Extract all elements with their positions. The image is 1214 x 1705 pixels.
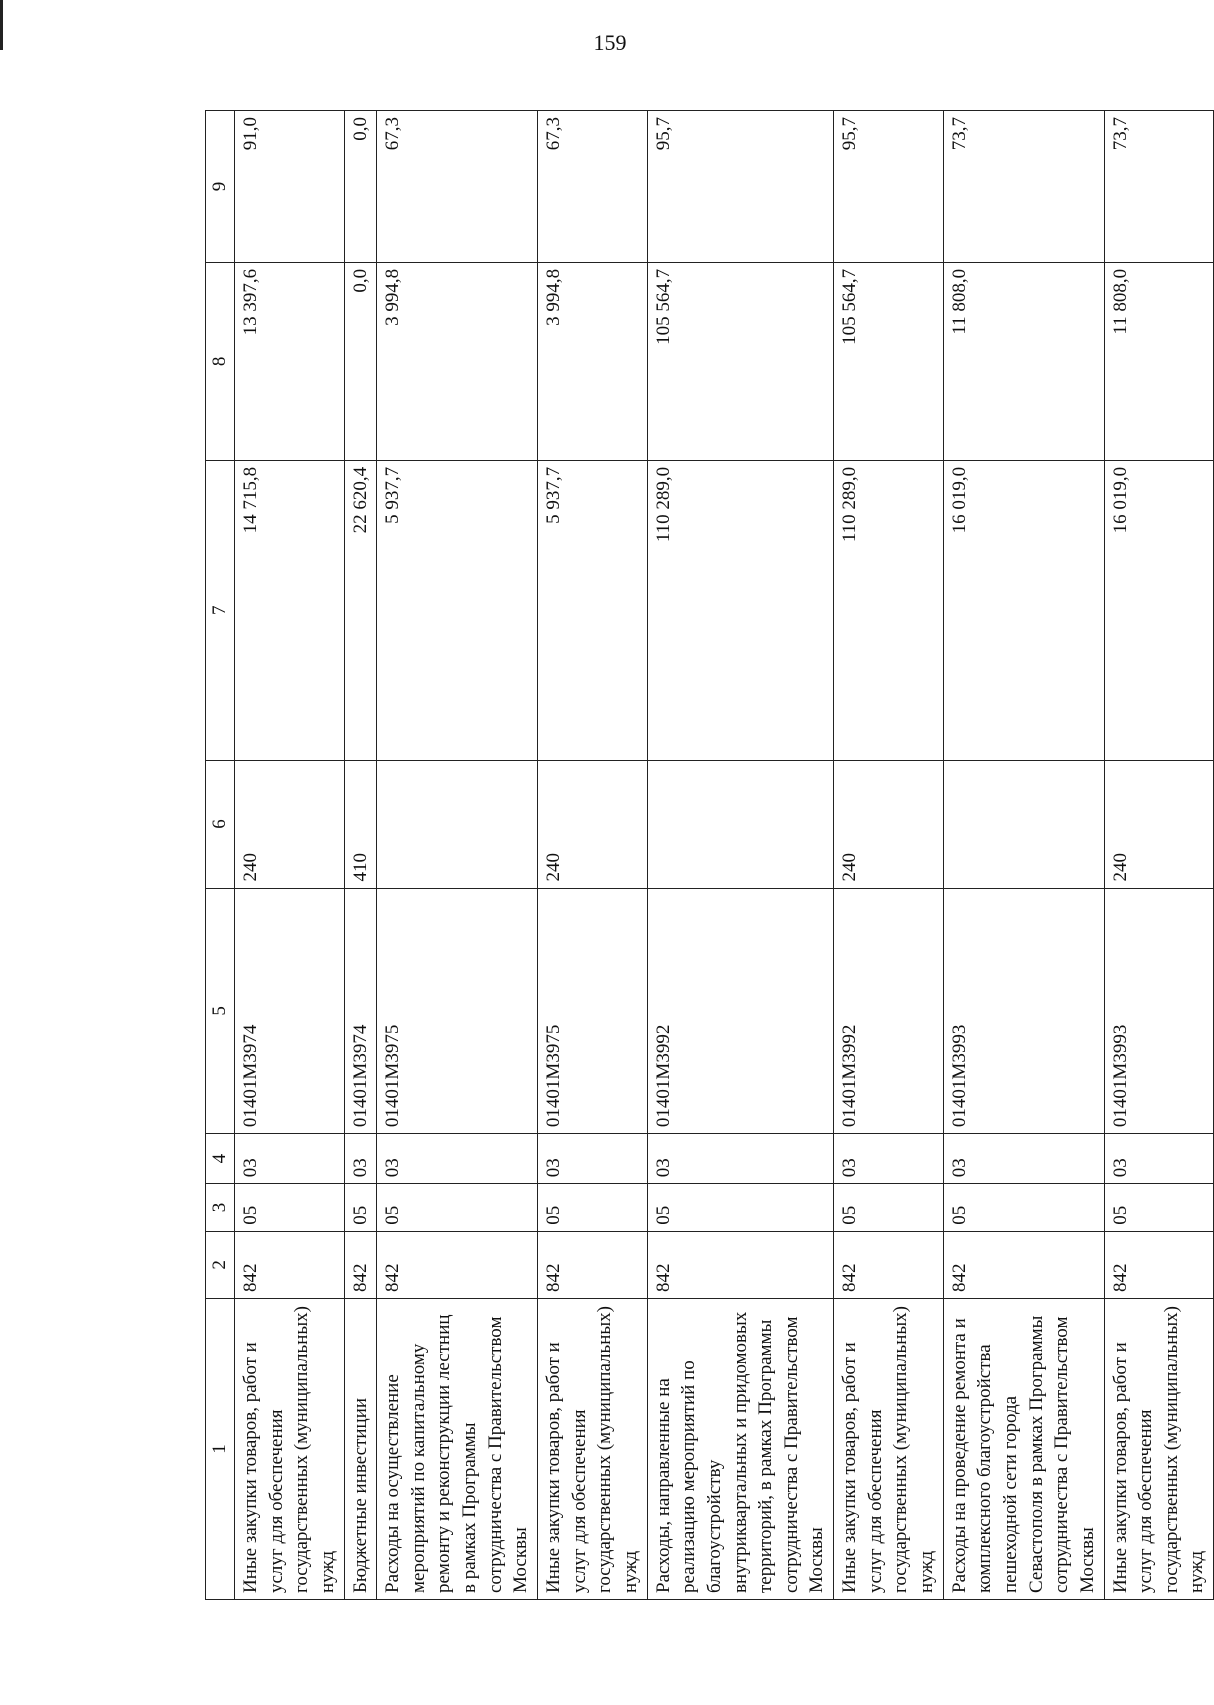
percent-col-9: 0,0: [344, 111, 377, 263]
header-col-7: 7: [206, 460, 235, 760]
header-col-9: 9: [206, 111, 235, 263]
table-header-row: [206, 111, 235, 1600]
header-col-1: 1: [206, 1299, 235, 1600]
subsection-code: 03: [235, 1134, 345, 1184]
amount-col-7: 5 937,7: [538, 460, 648, 760]
expense-type-code: 410: [344, 760, 377, 888]
target-article-code: 01401М3993: [943, 888, 1104, 1134]
subsection-code: 03: [538, 1134, 648, 1184]
section-code: 05: [834, 1184, 944, 1232]
section-code: 05: [235, 1184, 345, 1232]
scan-edge-mark: [0, 0, 3, 50]
ministry-code: 842: [647, 1231, 833, 1298]
expense-type-code: 240: [834, 760, 944, 888]
header-col-8: 8: [206, 262, 235, 460]
row-description: Расходы, направленные на реализацию мероприятий по благоустройству внутриквартальных и придомовых территорий, в рамках Программы сотрудничества с Правительством Москвы: [647, 1299, 833, 1600]
header-col-4: 4: [206, 1134, 235, 1184]
amount-col-8: 11 808,0: [1104, 262, 1214, 460]
row-description: Иные закупки товаров, работ и услуг для обеспечения государственных (муниципальных) нужд: [538, 1299, 648, 1600]
percent-col-9: 95,7: [834, 111, 944, 263]
table-row: [647, 111, 833, 1600]
ministry-code: 842: [344, 1231, 377, 1298]
amount-col-7: 110 289,0: [647, 460, 833, 760]
amount-col-8: 3 994,8: [538, 262, 648, 460]
ministry-code: 842: [834, 1231, 944, 1298]
subsection-code: 03: [647, 1134, 833, 1184]
target-article-code: 01401М3992: [834, 888, 944, 1134]
amount-col-7: 16 019,0: [943, 460, 1104, 760]
target-article-code: 01401М3974: [235, 888, 345, 1134]
table-row: [377, 111, 538, 1600]
table-row: [943, 111, 1104, 1600]
amount-col-7: 110 289,0: [834, 460, 944, 760]
amount-col-7: 22 620,4: [344, 460, 377, 760]
amount-col-7: 16 019,0: [1104, 460, 1214, 760]
target-article-code: 01401М3974: [344, 888, 377, 1134]
row-description: Иные закупки товаров, работ и услуг для обеспечения государственных (муниципальных) нужд: [834, 1299, 944, 1600]
amount-col-8: 105 564,7: [834, 262, 944, 460]
expense-type-code: [377, 760, 538, 888]
ministry-code: 842: [1104, 1231, 1214, 1298]
amount-col-8: 13 397,6: [235, 262, 345, 460]
amount-col-8: 11 808,0: [943, 262, 1104, 460]
target-article-code: 01401М3975: [538, 888, 648, 1134]
expense-type-code: 240: [1104, 760, 1214, 888]
row-description: Расходы на осуществление мероприятий по капитальному ремонту и реконструкции лестниц в рамках Программы сотрудничества с Правительством Москвы: [377, 1299, 538, 1600]
expense-type-code: 240: [538, 760, 648, 888]
row-description: Иные закупки товаров, работ и услуг для обеспечения государственных (муниципальных) нужд: [1104, 1299, 1214, 1600]
percent-col-9: 73,7: [943, 111, 1104, 263]
header-col-2: 2: [206, 1231, 235, 1298]
subsection-code: 03: [1104, 1134, 1214, 1184]
table-row: [538, 111, 648, 1600]
table-row: [344, 111, 377, 1600]
header-col-6: 6: [206, 760, 235, 888]
target-article-code: 01401М3975: [377, 888, 538, 1134]
percent-col-9: 73,7: [1104, 111, 1214, 263]
row-description: Расходы на проведение ремонта и комплексного благоустройства пешеходной сети города Севастополя в рамках Программы сотрудничества с Правительством Москвы: [943, 1299, 1104, 1600]
section-code: 05: [538, 1184, 648, 1232]
percent-col-9: 67,3: [538, 111, 648, 263]
target-article-code: 01401М3993: [1104, 888, 1214, 1134]
expense-type-code: 240: [235, 760, 345, 888]
amount-col-8: 105 564,7: [647, 262, 833, 460]
budget-table: [205, 110, 1214, 1600]
section-code: 05: [1104, 1184, 1214, 1232]
section-code: 05: [943, 1184, 1104, 1232]
ministry-code: 842: [538, 1231, 648, 1298]
subsection-code: 03: [943, 1134, 1104, 1184]
amount-col-7: 14 715,8: [235, 460, 345, 760]
budget-table-rotated: [205, 110, 1208, 1600]
percent-col-9: 91,0: [235, 111, 345, 263]
amount-col-8: 3 994,8: [377, 262, 538, 460]
ministry-code: 842: [943, 1231, 1104, 1298]
section-code: 05: [647, 1184, 833, 1232]
section-code: 05: [377, 1184, 538, 1232]
page-number: 159: [593, 30, 627, 55]
percent-col-9: 67,3: [377, 111, 538, 263]
row-description: Иные закупки товаров, работ и услуг для обеспечения государственных (муниципальных) нужд: [235, 1299, 345, 1600]
percent-col-9: 95,7: [647, 111, 833, 263]
amount-col-7: 5 937,7: [377, 460, 538, 760]
subsection-code: 03: [344, 1134, 377, 1184]
ministry-code: 842: [235, 1231, 345, 1298]
ministry-code: 842: [377, 1231, 538, 1298]
table-row: [1104, 111, 1214, 1600]
section-code: 05: [344, 1184, 377, 1232]
header-col-3: 3: [206, 1184, 235, 1232]
header-col-5: 5: [206, 888, 235, 1134]
subsection-code: 03: [377, 1134, 538, 1184]
target-article-code: 01401М3992: [647, 888, 833, 1134]
table-row: [834, 111, 944, 1600]
amount-col-8: 0,0: [344, 262, 377, 460]
expense-type-code: [647, 760, 833, 888]
row-description: Бюджетные инвестиции: [344, 1299, 377, 1600]
expense-type-code: [943, 760, 1104, 888]
table-row: [235, 111, 345, 1600]
subsection-code: 03: [834, 1134, 944, 1184]
